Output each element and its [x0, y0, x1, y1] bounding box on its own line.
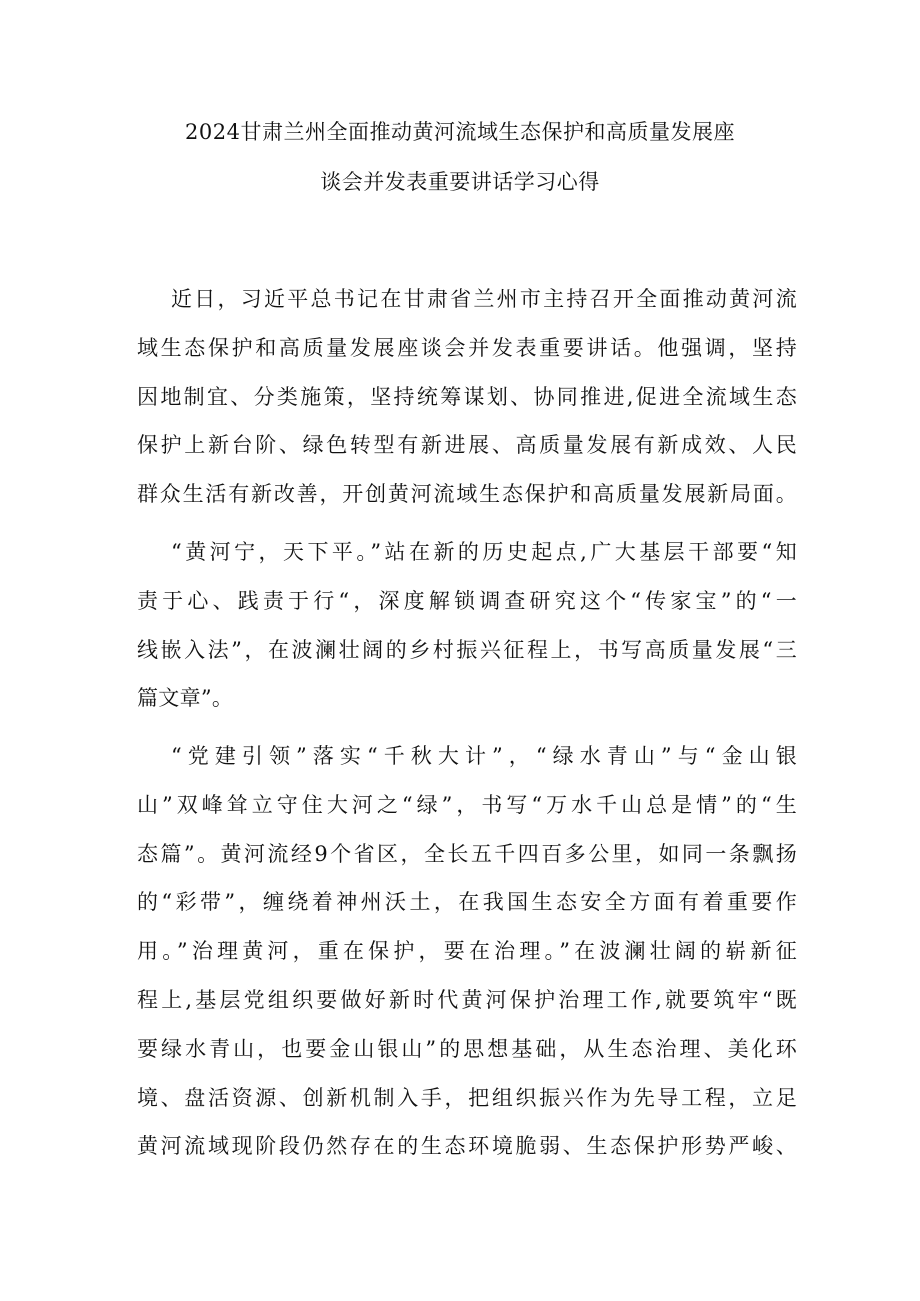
- paragraph-3: [137, 732, 797, 1171]
- paragraph-line: 的“彩带”，缠绕着神州沃土，在我国生态安全方面有着重要作: [137, 890, 797, 915]
- paragraph-line: 近日，习近平总书记在甘肃省兰州市主持召开全面推动黄河流: [171, 287, 797, 311]
- paragraph-line: 山”双峰耸立守住大河之“绿”，书写“万水千山总是情”的“生: [137, 792, 797, 817]
- paragraph-line: “黄河宁，天下平。”站在新的历史起点,广大基层干部要“知: [171, 540, 797, 564]
- paragraph-2: [137, 528, 797, 723]
- paragraph-line: 域生态保护和高质量发展座谈会并发表重要讲话。他强调，坚持: [137, 335, 797, 360]
- paragraph-line: 责于心、践责于行“，深度解锁调查研究这个“传家宝”的“一: [137, 588, 797, 613]
- paragraph-line: 保护上新台阶、绿色转型有新进展、高质量发展有新成效、人民: [137, 433, 797, 458]
- document-title-line-2: 谈会并发表重要讲话学习心得: [320, 170, 600, 194]
- paragraph-line: 要绿水青山，也要金山银山”的思想基础，从生态治理、美化环: [137, 1036, 797, 1061]
- paragraph-line: 程上,基层党组织要做好新时代黄河保护治理工作,就要筑牢“既: [137, 987, 797, 1012]
- paragraph-line: “党建引领”落实“千秋大计”，“绿水青山”与“金山银: [171, 744, 797, 768]
- document-title-line-1: 2024甘肃兰州全面推动黄河流域生态保护和高质量发展座: [185, 120, 735, 144]
- paragraph-line: 群众生活有新改善，开创黄河流域生态保护和高质量发展新局面。: [137, 482, 797, 507]
- paragraph-line: 态篇”。黄河流经9个省区，全长五千四百多公里，如同一条飘扬: [137, 841, 797, 866]
- paragraph-line: 黄河流域现阶段仍然存在的生态环境脆弱、生态保护形势严峻、: [137, 1134, 797, 1159]
- paragraph-line: 篇文章”。: [137, 686, 234, 711]
- paragraph-line: 境、盘活资源、创新机制入手，把组织振兴作为先导工程，立足: [137, 1085, 797, 1110]
- paragraph-line: 线嵌入法”，在波澜壮阔的乡村振兴征程上，书写高质量发展“三: [137, 637, 797, 662]
- paragraph-line: 用。”治理黄河，重在保护，要在治理。”在波澜壮阔的崭新征: [137, 939, 797, 964]
- paragraph-line: 因地制宜、分类施策，坚持统筹谋划、协同推进,促进全流域生态: [137, 384, 797, 409]
- paragraph-1: [137, 275, 797, 519]
